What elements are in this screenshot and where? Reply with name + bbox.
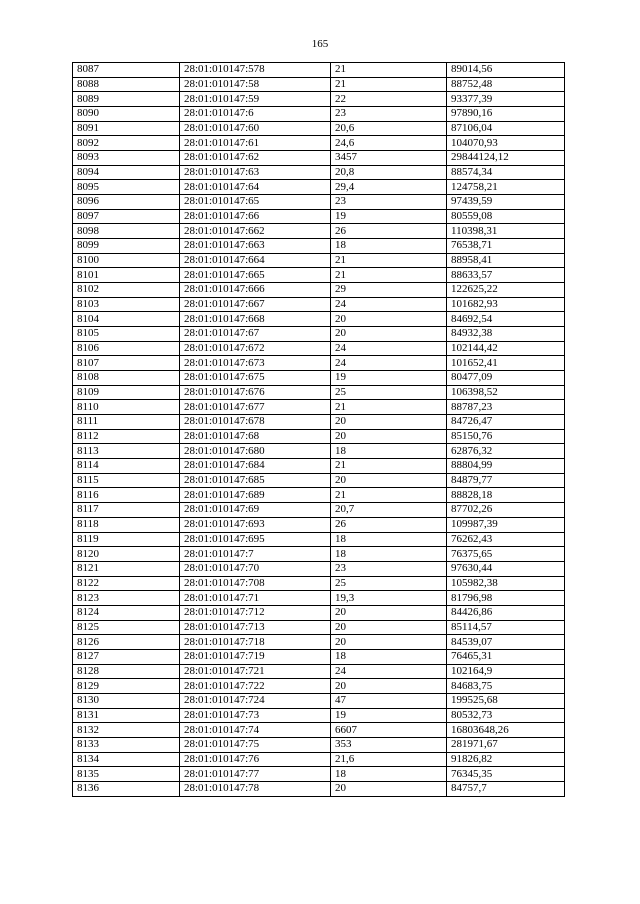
- row-number-cell: 8134: [73, 752, 180, 767]
- table-row: [73, 605, 565, 620]
- value-cell: 84726,47: [447, 415, 565, 430]
- table-row: [73, 679, 565, 694]
- row-number-cell: 8127: [73, 649, 180, 664]
- row-number-cell: 8111: [73, 415, 180, 430]
- cadastral-number-cell: 28:01:010147:578: [180, 63, 331, 78]
- page-number: 165: [311, 38, 329, 50]
- value-cell: 88633,57: [447, 268, 565, 283]
- area-cell: 22: [331, 92, 447, 107]
- table-row: [73, 708, 565, 723]
- value-cell: 76465,31: [447, 649, 565, 664]
- value-cell: 84426,86: [447, 605, 565, 620]
- row-number-cell: 8096: [73, 195, 180, 210]
- area-cell: 3457: [331, 151, 447, 166]
- area-cell: 20: [331, 635, 447, 650]
- value-cell: 84757,7: [447, 781, 565, 796]
- table-row: [73, 180, 565, 195]
- table-row: [73, 400, 565, 415]
- area-cell: 21: [331, 77, 447, 92]
- table-row: [73, 429, 565, 444]
- cadastral-number-cell: 28:01:010147:66: [180, 209, 331, 224]
- row-number-cell: 8094: [73, 165, 180, 180]
- value-cell: 102144,42: [447, 341, 565, 356]
- cadastral-number-cell: 28:01:010147:62: [180, 151, 331, 166]
- cadastral-number-cell: 28:01:010147:689: [180, 488, 331, 503]
- area-cell: 18: [331, 239, 447, 254]
- table-body: [73, 63, 565, 797]
- cadastral-number-cell: 28:01:010147:664: [180, 253, 331, 268]
- cadastral-number-cell: 28:01:010147:666: [180, 283, 331, 298]
- table-row: [73, 488, 565, 503]
- value-cell: 93377,39: [447, 92, 565, 107]
- row-number-cell: 8128: [73, 664, 180, 679]
- value-cell: 91826,82: [447, 752, 565, 767]
- table-row: [73, 591, 565, 606]
- cadastral-number-cell: 28:01:010147:667: [180, 297, 331, 312]
- area-cell: 18: [331, 532, 447, 547]
- cadastral-table: [72, 62, 565, 797]
- cadastral-number-cell: 28:01:010147:70: [180, 561, 331, 576]
- cadastral-number-cell: 28:01:010147:708: [180, 576, 331, 591]
- table-row: [73, 165, 565, 180]
- value-cell: 109987,39: [447, 517, 565, 532]
- area-cell: 20: [331, 327, 447, 342]
- value-cell: 88958,41: [447, 253, 565, 268]
- cadastral-number-cell: 28:01:010147:78: [180, 781, 331, 796]
- value-cell: 80559,08: [447, 209, 565, 224]
- table-row: [73, 268, 565, 283]
- area-cell: 25: [331, 576, 447, 591]
- area-cell: 21: [331, 253, 447, 268]
- cadastral-number-cell: 28:01:010147:724: [180, 693, 331, 708]
- area-cell: 24: [331, 356, 447, 371]
- row-number-cell: 8133: [73, 737, 180, 752]
- row-number-cell: 8130: [73, 693, 180, 708]
- row-number-cell: 8103: [73, 297, 180, 312]
- value-cell: 88752,48: [447, 77, 565, 92]
- area-cell: 20,8: [331, 165, 447, 180]
- value-cell: 199525,68: [447, 693, 565, 708]
- area-cell: 21: [331, 459, 447, 474]
- cadastral-number-cell: 28:01:010147:76: [180, 752, 331, 767]
- table-row: [73, 92, 565, 107]
- table-row: [73, 503, 565, 518]
- value-cell: 85114,57: [447, 620, 565, 635]
- area-cell: 6607: [331, 723, 447, 738]
- table-row: [73, 371, 565, 386]
- table-row: [73, 737, 565, 752]
- table-row: [73, 239, 565, 254]
- row-number-cell: 8114: [73, 459, 180, 474]
- area-cell: 21: [331, 63, 447, 78]
- table-row: [73, 781, 565, 796]
- area-cell: 26: [331, 517, 447, 532]
- row-number-cell: 8087: [73, 63, 180, 78]
- cadastral-number-cell: 28:01:010147:60: [180, 121, 331, 136]
- value-cell: 81796,98: [447, 591, 565, 606]
- area-cell: 353: [331, 737, 447, 752]
- table-row: [73, 63, 565, 78]
- table-row: [73, 752, 565, 767]
- table-row: [73, 195, 565, 210]
- area-cell: 18: [331, 649, 447, 664]
- table-row: [73, 297, 565, 312]
- value-cell: 84932,38: [447, 327, 565, 342]
- value-cell: 106398,52: [447, 385, 565, 400]
- table-row: [73, 547, 565, 562]
- cadastral-number-cell: 28:01:010147:662: [180, 224, 331, 239]
- area-cell: 25: [331, 385, 447, 400]
- value-cell: 281971,67: [447, 737, 565, 752]
- cadastral-number-cell: 28:01:010147:678: [180, 415, 331, 430]
- value-cell: 110398,31: [447, 224, 565, 239]
- row-number-cell: 8105: [73, 327, 180, 342]
- value-cell: 88787,23: [447, 400, 565, 415]
- value-cell: 101682,93: [447, 297, 565, 312]
- area-cell: 20,6: [331, 121, 447, 136]
- area-cell: 24: [331, 664, 447, 679]
- cadastral-number-cell: 28:01:010147:59: [180, 92, 331, 107]
- cadastral-number-cell: 28:01:010147:665: [180, 268, 331, 283]
- table-row: [73, 576, 565, 591]
- row-number-cell: 8107: [73, 356, 180, 371]
- cadastral-number-cell: 28:01:010147:672: [180, 341, 331, 356]
- row-number-cell: 8106: [73, 341, 180, 356]
- table-row: [73, 327, 565, 342]
- area-cell: 19: [331, 209, 447, 224]
- area-cell: 20: [331, 429, 447, 444]
- area-cell: 20: [331, 781, 447, 796]
- value-cell: 87702,26: [447, 503, 565, 518]
- cadastral-number-cell: 28:01:010147:677: [180, 400, 331, 415]
- cadastral-number-cell: 28:01:010147:718: [180, 635, 331, 650]
- area-cell: 24: [331, 341, 447, 356]
- row-number-cell: 8117: [73, 503, 180, 518]
- area-cell: 19: [331, 371, 447, 386]
- value-cell: 104070,93: [447, 136, 565, 151]
- area-cell: 23: [331, 107, 447, 122]
- table-row: [73, 517, 565, 532]
- row-number-cell: 8115: [73, 473, 180, 488]
- value-cell: 62876,32: [447, 444, 565, 459]
- row-number-cell: 8129: [73, 679, 180, 694]
- row-number-cell: 8092: [73, 136, 180, 151]
- row-number-cell: 8118: [73, 517, 180, 532]
- value-cell: 87106,04: [447, 121, 565, 136]
- area-cell: 20: [331, 312, 447, 327]
- table-row: [73, 444, 565, 459]
- row-number-cell: 8099: [73, 239, 180, 254]
- row-number-cell: 8100: [73, 253, 180, 268]
- area-cell: 23: [331, 561, 447, 576]
- value-cell: 105982,38: [447, 576, 565, 591]
- value-cell: 80532,73: [447, 708, 565, 723]
- table-row: [73, 649, 565, 664]
- area-cell: 18: [331, 767, 447, 782]
- row-number-cell: 8116: [73, 488, 180, 503]
- value-cell: 84683,75: [447, 679, 565, 694]
- area-cell: 20: [331, 605, 447, 620]
- value-cell: 29844124,12: [447, 151, 565, 166]
- cadastral-number-cell: 28:01:010147:65: [180, 195, 331, 210]
- cadastral-number-cell: 28:01:010147:695: [180, 532, 331, 547]
- row-number-cell: 8089: [73, 92, 180, 107]
- value-cell: 88828,18: [447, 488, 565, 503]
- table-row: [73, 693, 565, 708]
- value-cell: 122625,22: [447, 283, 565, 298]
- cadastral-number-cell: 28:01:010147:668: [180, 312, 331, 327]
- value-cell: 76538,71: [447, 239, 565, 254]
- area-cell: 20,7: [331, 503, 447, 518]
- row-number-cell: 8104: [73, 312, 180, 327]
- table-row: [73, 635, 565, 650]
- area-cell: 20: [331, 620, 447, 635]
- row-number-cell: 8113: [73, 444, 180, 459]
- table-row: [73, 723, 565, 738]
- cadastral-number-cell: 28:01:010147:713: [180, 620, 331, 635]
- area-cell: 24,6: [331, 136, 447, 151]
- cadastral-number-cell: 28:01:010147:693: [180, 517, 331, 532]
- cadastral-number-cell: 28:01:010147:712: [180, 605, 331, 620]
- area-cell: 24: [331, 297, 447, 312]
- table-row: [73, 283, 565, 298]
- row-number-cell: 8098: [73, 224, 180, 239]
- value-cell: 97630,44: [447, 561, 565, 576]
- row-number-cell: 8119: [73, 532, 180, 547]
- area-cell: 47: [331, 693, 447, 708]
- row-number-cell: 8123: [73, 591, 180, 606]
- table-row: [73, 121, 565, 136]
- cadastral-number-cell: 28:01:010147:63: [180, 165, 331, 180]
- row-number-cell: 8120: [73, 547, 180, 562]
- cadastral-number-cell: 28:01:010147:676: [180, 385, 331, 400]
- area-cell: 20: [331, 679, 447, 694]
- table-row: [73, 415, 565, 430]
- cadastral-number-cell: 28:01:010147:721: [180, 664, 331, 679]
- cadastral-number-cell: 28:01:010147:74: [180, 723, 331, 738]
- value-cell: 16803648,26: [447, 723, 565, 738]
- row-number-cell: 8136: [73, 781, 180, 796]
- value-cell: 84879,77: [447, 473, 565, 488]
- cadastral-number-cell: 28:01:010147:675: [180, 371, 331, 386]
- cadastral-number-cell: 28:01:010147:680: [180, 444, 331, 459]
- value-cell: 102164,9: [447, 664, 565, 679]
- row-number-cell: 8102: [73, 283, 180, 298]
- row-number-cell: 8108: [73, 371, 180, 386]
- row-number-cell: 8097: [73, 209, 180, 224]
- area-cell: 21: [331, 488, 447, 503]
- table-row: [73, 151, 565, 166]
- table-row: [73, 209, 565, 224]
- table-row: [73, 385, 565, 400]
- area-cell: 29: [331, 283, 447, 298]
- row-number-cell: 8091: [73, 121, 180, 136]
- row-number-cell: 8110: [73, 400, 180, 415]
- row-number-cell: 8121: [73, 561, 180, 576]
- table-row: [73, 532, 565, 547]
- row-number-cell: 8090: [73, 107, 180, 122]
- area-cell: 26: [331, 224, 447, 239]
- value-cell: 88574,34: [447, 165, 565, 180]
- area-cell: 29,4: [331, 180, 447, 195]
- table-row: [73, 767, 565, 782]
- table-row: [73, 620, 565, 635]
- area-cell: 19,3: [331, 591, 447, 606]
- cadastral-number-cell: 28:01:010147:67: [180, 327, 331, 342]
- row-number-cell: 8088: [73, 77, 180, 92]
- value-cell: 76262,43: [447, 532, 565, 547]
- area-cell: 21,6: [331, 752, 447, 767]
- cadastral-number-cell: 28:01:010147:684: [180, 459, 331, 474]
- value-cell: 97890,16: [447, 107, 565, 122]
- row-number-cell: 8124: [73, 605, 180, 620]
- table-row: [73, 459, 565, 474]
- value-cell: 89014,56: [447, 63, 565, 78]
- table-row: [73, 664, 565, 679]
- table-row: [73, 136, 565, 151]
- cadastral-number-cell: 28:01:010147:71: [180, 591, 331, 606]
- value-cell: 76345,35: [447, 767, 565, 782]
- area-cell: 19: [331, 708, 447, 723]
- value-cell: 101652,41: [447, 356, 565, 371]
- cadastral-number-cell: 28:01:010147:64: [180, 180, 331, 195]
- table-row: [73, 224, 565, 239]
- row-number-cell: 8135: [73, 767, 180, 782]
- row-number-cell: 8093: [73, 151, 180, 166]
- table-row: [73, 312, 565, 327]
- cadastral-number-cell: 28:01:010147:719: [180, 649, 331, 664]
- row-number-cell: 8095: [73, 180, 180, 195]
- row-number-cell: 8122: [73, 576, 180, 591]
- row-number-cell: 8126: [73, 635, 180, 650]
- row-number-cell: 8132: [73, 723, 180, 738]
- value-cell: 76375,65: [447, 547, 565, 562]
- row-number-cell: 8125: [73, 620, 180, 635]
- table-row: [73, 473, 565, 488]
- value-cell: 80477,09: [447, 371, 565, 386]
- area-cell: 20: [331, 473, 447, 488]
- area-cell: 23: [331, 195, 447, 210]
- row-number-cell: 8131: [73, 708, 180, 723]
- cadastral-number-cell: 28:01:010147:68: [180, 429, 331, 444]
- cadastral-number-cell: 28:01:010147:673: [180, 356, 331, 371]
- value-cell: 97439,59: [447, 195, 565, 210]
- cadastral-number-cell: 28:01:010147:75: [180, 737, 331, 752]
- table-row: [73, 341, 565, 356]
- area-cell: 21: [331, 400, 447, 415]
- cadastral-number-cell: 28:01:010147:7: [180, 547, 331, 562]
- cadastral-number-cell: 28:01:010147:69: [180, 503, 331, 518]
- cadastral-number-cell: 28:01:010147:77: [180, 767, 331, 782]
- area-cell: 18: [331, 444, 447, 459]
- table-row: [73, 77, 565, 92]
- table-row: [73, 561, 565, 576]
- area-cell: 20: [331, 415, 447, 430]
- value-cell: 88804,99: [447, 459, 565, 474]
- cadastral-number-cell: 28:01:010147:685: [180, 473, 331, 488]
- row-number-cell: 8112: [73, 429, 180, 444]
- value-cell: 124758,21: [447, 180, 565, 195]
- row-number-cell: 8109: [73, 385, 180, 400]
- cadastral-number-cell: 28:01:010147:61: [180, 136, 331, 151]
- cadastral-number-cell: 28:01:010147:73: [180, 708, 331, 723]
- row-number-cell: 8101: [73, 268, 180, 283]
- value-cell: 84692,54: [447, 312, 565, 327]
- cadastral-number-cell: 28:01:010147:6: [180, 107, 331, 122]
- area-cell: 18: [331, 547, 447, 562]
- cadastral-number-cell: 28:01:010147:722: [180, 679, 331, 694]
- table-row: [73, 356, 565, 371]
- value-cell: 84539,07: [447, 635, 565, 650]
- cadastral-number-cell: 28:01:010147:663: [180, 239, 331, 254]
- cadastral-number-cell: 28:01:010147:58: [180, 77, 331, 92]
- value-cell: 85150,76: [447, 429, 565, 444]
- area-cell: 21: [331, 268, 447, 283]
- table-row: [73, 253, 565, 268]
- table-row: [73, 107, 565, 122]
